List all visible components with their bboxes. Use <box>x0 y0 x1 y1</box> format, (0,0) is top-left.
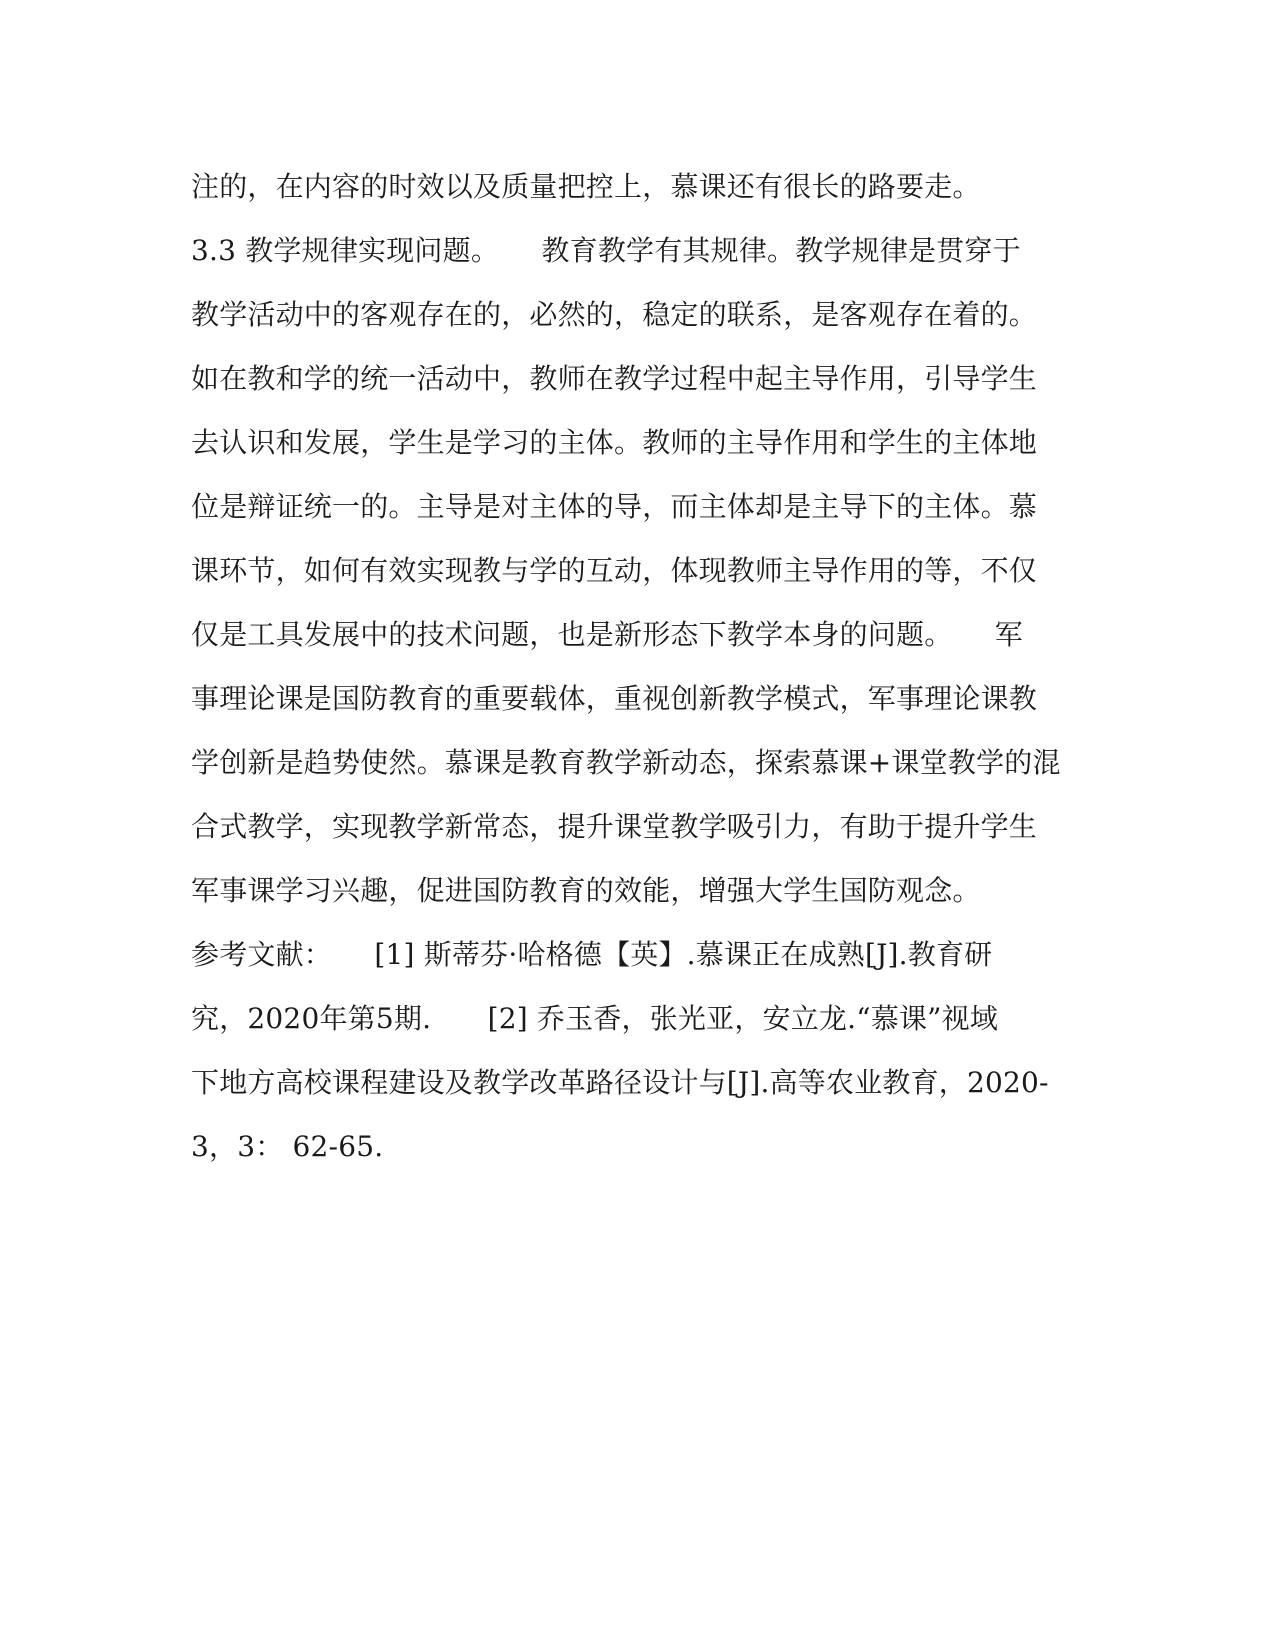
text-line: 事理论课是国防教育的重要载体，重视创新教学模式，军事理论课教 <box>191 682 1038 715</box>
body-text <box>191 155 1091 1179</box>
text-line: 3.3 教学规律实现问题。 教育教学有其规律。教学规律是贯穿于 <box>191 234 1021 267</box>
text-line: 合式教学，实现教学新常态，提升课堂教学吸引力，有助于提升学生 <box>191 810 1038 843</box>
text-line: 仅是工具发展中的技术问题，也是新形态下教学本身的问题。 军 <box>191 618 1024 651</box>
reference-line: 参考文献： [1] 斯蒂芬·哈格德【英】.慕课正在成熟[J].教育研 <box>191 938 993 971</box>
text-line: 学创新是趋势使然。慕课是教育教学新动态，探索慕课+课堂教学的混 <box>191 746 1061 779</box>
text-line: 教学活动中的客观存在的，必然的，稳定的联系，是客观存在着的。 <box>191 298 1038 331</box>
text-line: 如在教和学的统一活动中，教师在教学过程中起主导作用，引导学生 <box>191 362 1038 395</box>
text-line: 去认识和发展，学生是学习的主体。教师的主导作用和学生的主体地 <box>191 426 1038 459</box>
text-line: 位是辩证统一的。主导是对主体的导，而主体却是主导下的主体。慕 <box>191 490 1038 523</box>
reference-line: 究，2020年第5期. [2] 乔玉香，张光亚，安立龙.“慕课”视域 <box>191 1002 999 1035</box>
reference-line: 下地方高校课程建设及教学改革路径设计与[J].高等农业教育，2020- <box>191 1066 1049 1099</box>
text-line: 注的，在内容的时效以及质量把控上，慕课还有很长的路要走。 <box>191 170 981 203</box>
text-line: 课环节，如何有效实现教与学的互动，体现教师主导作用的等，不仅 <box>191 554 1038 587</box>
text-line: 军事课学习兴趣，促进国防教育的效能，增强大学生国防观念。 <box>191 874 981 907</box>
reference-line: 3，3： 62-65. <box>191 1130 384 1163</box>
